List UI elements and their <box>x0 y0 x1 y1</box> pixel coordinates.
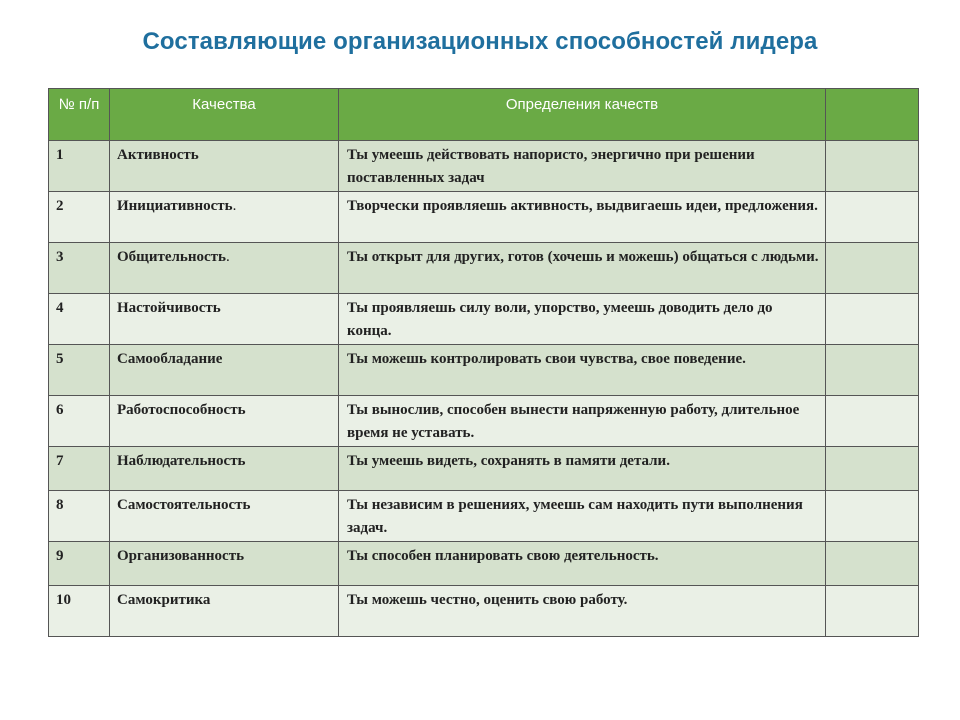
table-row <box>49 447 919 491</box>
table-row <box>49 192 919 243</box>
table-row <box>49 491 919 542</box>
quality-label: Наблюдательность <box>117 453 246 469</box>
row-quality <box>110 141 339 192</box>
row-extra-cell <box>826 294 919 345</box>
row-extra-cell <box>826 192 919 243</box>
row-definition: Ты можешь честно, оценить свою работу. <box>339 586 826 637</box>
row-quality <box>110 491 339 542</box>
row-quality <box>110 345 339 396</box>
row-number: 6 <box>49 396 110 447</box>
row-extra-cell <box>826 586 919 637</box>
row-definition: Ты умеешь действовать напористо, энергично при решении поставленных задач <box>339 141 826 192</box>
row-definition: Ты открыт для других, готов (хочешь и можешь) общаться с людьми. <box>339 243 826 294</box>
row-number: 8 <box>49 491 110 542</box>
row-number: 4 <box>49 294 110 345</box>
quality-label: Активность <box>117 147 199 163</box>
header-number: № п/п <box>49 89 110 141</box>
header-definition: Определения качеств <box>339 89 826 141</box>
row-number: 10 <box>49 586 110 637</box>
row-extra-cell <box>826 542 919 586</box>
row-extra-cell <box>826 345 919 396</box>
table-row <box>49 586 919 637</box>
row-extra-cell <box>826 243 919 294</box>
quality-label: Работоспособность <box>117 402 246 418</box>
quality-suffix: . <box>225 249 230 265</box>
row-number: 1 <box>49 141 110 192</box>
row-number: 7 <box>49 447 110 491</box>
qualities-table <box>48 88 919 637</box>
row-quality <box>110 586 339 637</box>
quality-label: Самостоятельность <box>117 497 251 513</box>
row-quality <box>110 396 339 447</box>
quality-label: Организованность <box>117 548 245 564</box>
quality-label: Инициативность <box>117 198 233 214</box>
table-row <box>49 294 919 345</box>
quality-label: Общительность <box>117 249 226 265</box>
table-row <box>49 542 919 586</box>
row-extra-cell <box>826 396 919 447</box>
row-extra-cell <box>826 491 919 542</box>
quality-label: Самообладание <box>117 351 223 367</box>
table-row <box>49 396 919 447</box>
row-number: 3 <box>49 243 110 294</box>
table-row <box>49 243 919 294</box>
row-definition: Ты способен планировать свою деятельность. <box>339 542 826 586</box>
table-row <box>49 141 919 192</box>
quality-suffix: . <box>232 198 237 214</box>
row-extra-cell <box>826 141 919 192</box>
row-definition: Ты проявляешь силу воли, упорство, умеешь доводить дело до конца. <box>339 294 826 345</box>
quality-label: Настойчивость <box>117 300 221 316</box>
quality-label: Самокритика <box>117 592 211 608</box>
row-definition: Ты независим в решениях, умеешь сам находить пути выполнения задач. <box>339 491 826 542</box>
row-quality <box>110 294 339 345</box>
row-definition: Ты можешь контролировать свои чувства, свое поведение. <box>339 345 826 396</box>
header-quality: Качества <box>110 89 339 141</box>
row-number: 9 <box>49 542 110 586</box>
row-definition: Ты умеешь видеть, сохранять в памяти детали. <box>339 447 826 491</box>
row-definition: Творчески проявляешь активность, выдвигаешь идеи, предложения. <box>339 192 826 243</box>
header-extra <box>826 89 919 141</box>
row-quality <box>110 542 339 586</box>
table-row <box>49 345 919 396</box>
row-number: 5 <box>49 345 110 396</box>
row-quality <box>110 192 339 243</box>
row-number: 2 <box>49 192 110 243</box>
row-quality <box>110 243 339 294</box>
page-title: Составляющие организационных способностей лидера <box>142 28 818 55</box>
row-definition: Ты вынослив, способен вынести напряженную работу, длительное время не уставать. <box>339 396 826 447</box>
table-header-row <box>49 89 919 141</box>
row-quality <box>110 447 339 491</box>
row-extra-cell <box>826 447 919 491</box>
